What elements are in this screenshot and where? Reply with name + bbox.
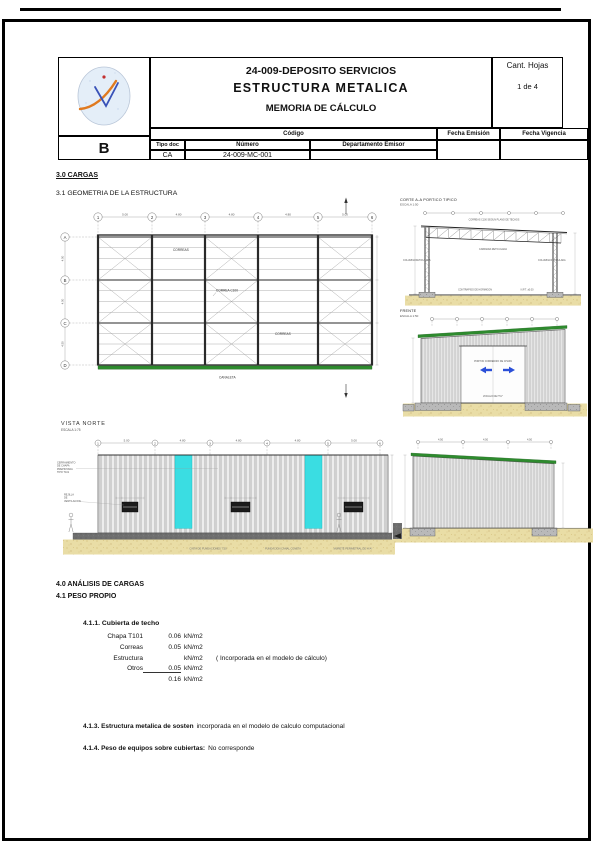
vista-note-rejilla-2: DE bbox=[64, 496, 68, 500]
svg-text:4.80: 4.80 bbox=[285, 212, 291, 217]
load-value: 0.05 bbox=[168, 643, 181, 651]
svg-text:3: 3 bbox=[209, 441, 211, 446]
plan-label-canaleta: CANALETA bbox=[219, 375, 236, 380]
svg-text:4.80: 4.80 bbox=[228, 212, 235, 217]
svg-text:5: 5 bbox=[327, 441, 329, 446]
load-unit: kN/m2 bbox=[184, 633, 203, 640]
svg-text:4.50: 4.50 bbox=[60, 298, 65, 305]
section-4-1-4-text: No corresponde bbox=[208, 745, 255, 752]
svg-text:4.50: 4.50 bbox=[437, 438, 444, 442]
svg-text:5: 5 bbox=[316, 214, 320, 220]
side-elevation-drawing bbox=[393, 428, 598, 560]
load-unit: kN/m2 bbox=[184, 643, 203, 651]
frente-door-label: PORTON CORREDIZO DE CHAPA bbox=[474, 360, 512, 363]
title-cell bbox=[150, 57, 492, 128]
plan-label-correas-2: CORREAS bbox=[275, 332, 291, 336]
fecha-emision-header-cell: Fecha Emisión bbox=[437, 128, 500, 140]
load-row-chapa bbox=[83, 633, 327, 644]
load-row-estructura bbox=[83, 655, 327, 666]
revision-letter: B bbox=[98, 139, 110, 157]
svg-text:4: 4 bbox=[256, 214, 260, 220]
load-row-correas bbox=[83, 644, 327, 655]
section-4-1-4 bbox=[83, 745, 254, 752]
vista-note-cerramiento-2: DE CHAPA bbox=[57, 464, 70, 468]
vista-note-rejilla-3: VENTILACION bbox=[64, 499, 81, 503]
fecha-vigencia-header-cell: Fecha Vigencia bbox=[500, 128, 588, 140]
svg-text:6: 6 bbox=[370, 214, 374, 220]
corte-note-truss: CABRIADA RETICULADA bbox=[479, 248, 507, 251]
plan-label-correas-1: CORREAS bbox=[173, 248, 189, 252]
load-item: Estructura bbox=[113, 654, 143, 662]
section-cut-marker-icon bbox=[344, 393, 347, 398]
vista-geometry bbox=[63, 438, 395, 554]
load-row-total bbox=[83, 676, 327, 687]
tipo-doc-header-cell: Tipo doc bbox=[150, 140, 185, 150]
plan-label-correa-mid: CORREA C100 bbox=[216, 288, 238, 293]
page-top-edge-line bbox=[20, 8, 561, 11]
north-arrow-icon bbox=[344, 198, 347, 204]
frente-zocalo-label: ZOCALO DE H°A° bbox=[483, 395, 503, 398]
section-4-1-3 bbox=[83, 723, 345, 730]
sheet-count-cell bbox=[492, 57, 563, 128]
load-value: 0.05 bbox=[143, 665, 181, 673]
frente-scale: ESCALA 1:50 bbox=[400, 313, 419, 318]
load-value: 0.06 bbox=[168, 633, 181, 640]
corte-title: CORTE A-A PORTICO TIPICO bbox=[400, 198, 457, 202]
corte-scale: ESCALA 1:50 bbox=[400, 202, 419, 207]
numero-value-cell: 24-009-MC-001 bbox=[185, 150, 310, 160]
vista-base-note-2: FUNDACION CANAL CUNETA bbox=[265, 547, 301, 551]
svg-text:6: 6 bbox=[379, 441, 381, 446]
load-note: ( Incorporada en el modelo de cálculo) bbox=[216, 654, 327, 662]
codigo-header-cell: Código bbox=[150, 128, 437, 140]
roof-plan-drawing bbox=[55, 195, 390, 400]
svg-text:5.00: 5.00 bbox=[342, 212, 348, 217]
section-4-1-3-text: incorporada en el modelo de calculo computacional bbox=[196, 723, 345, 730]
section-3-title: 3.0 CARGAS bbox=[56, 172, 99, 179]
svg-text:4.50: 4.50 bbox=[482, 438, 489, 442]
load-total-value: 0.16 bbox=[168, 676, 181, 684]
frente-geometry bbox=[403, 317, 587, 416]
frente-title: FRENTE bbox=[400, 309, 417, 313]
document-subtitle: MEMORIA DE CÁLCULO bbox=[265, 103, 377, 114]
load-unit: kN/m2 bbox=[184, 654, 203, 662]
section-4-1-1-title: 4.1.1. Cubierta de techo bbox=[83, 620, 160, 627]
svg-text:5.00: 5.00 bbox=[122, 212, 128, 217]
svg-text:B: B bbox=[63, 277, 67, 283]
svg-text:4.50: 4.50 bbox=[526, 438, 533, 442]
corte-note-col-left: COLUMNA RETICULADA bbox=[403, 259, 431, 262]
vista-note-rejilla-1: REJILLA bbox=[64, 493, 74, 497]
svg-text:D: D bbox=[63, 362, 67, 368]
svg-text:1: 1 bbox=[97, 441, 99, 446]
svg-text:4: 4 bbox=[266, 441, 268, 446]
load-item: Correas bbox=[119, 643, 143, 651]
departamento-header-cell: Departamento Emisor bbox=[310, 140, 437, 150]
corte-note-level: N.P.T. ±0.00 bbox=[520, 288, 534, 292]
vista-base-note-1: CINTA DE FUNDACIONES 7.50 bbox=[189, 547, 227, 551]
fecha-emision-value-cell bbox=[437, 140, 500, 160]
fecha-vigencia-value-cell bbox=[500, 140, 588, 160]
header-title-block bbox=[58, 57, 588, 160]
svg-text:4.80: 4.80 bbox=[294, 438, 301, 443]
load-item: Otros bbox=[127, 665, 143, 673]
sheet-count-label: Cant. Hojas bbox=[506, 61, 549, 70]
load-row-otros bbox=[83, 665, 327, 676]
svg-text:A: A bbox=[63, 234, 67, 240]
svg-text:5.00: 5.00 bbox=[123, 438, 130, 443]
project-title: 24-009-DEPOSITO SERVICIOS bbox=[245, 65, 397, 77]
company-logo bbox=[60, 59, 148, 134]
lateral-geometry bbox=[393, 437, 593, 542]
svg-text:1: 1 bbox=[96, 214, 100, 220]
vista-note-cerramiento-4: TIPO T101 bbox=[57, 471, 70, 475]
svg-text:4.50: 4.50 bbox=[60, 341, 65, 347]
svg-text:4.80: 4.80 bbox=[179, 438, 186, 443]
section-4-1-3-title: 4.1.3. Estructura metalica de sosten bbox=[83, 723, 194, 730]
section-3-1-title: 3.1 GEOMETRIA DE LA ESTRUCTURA bbox=[56, 190, 178, 197]
front-elevation-drawing bbox=[395, 303, 595, 425]
sheet-count-value: 1 de 4 bbox=[517, 82, 538, 91]
translucent-panel bbox=[175, 456, 192, 529]
corte-note-col-right: COLUMNA RETICULADA bbox=[538, 259, 566, 262]
load-unit: kN/m2 bbox=[184, 665, 203, 673]
section-4-title: 4.0 ANÁLISIS DE CARGAS bbox=[56, 581, 145, 588]
document-type: ESTRUCTURA METALICA bbox=[233, 81, 409, 95]
departamento-value-cell bbox=[310, 150, 437, 160]
section-4-1-4-title: 4.1.4. Peso de equipos sobre cubiertas: bbox=[83, 745, 206, 752]
load-item: Chapa T101 bbox=[107, 633, 143, 640]
vista-scale: ESCALA 1:75 bbox=[61, 428, 81, 433]
svg-text:4.80: 4.80 bbox=[235, 438, 242, 443]
roof-load-table bbox=[83, 633, 327, 687]
revision-cell bbox=[58, 136, 150, 160]
north-elevation-drawing bbox=[55, 413, 400, 563]
svg-text:3: 3 bbox=[203, 214, 207, 220]
svg-text:4.80: 4.80 bbox=[175, 212, 182, 217]
roof-plan-geometry bbox=[60, 198, 378, 399]
svg-text:4.50: 4.50 bbox=[60, 255, 65, 262]
svg-text:2: 2 bbox=[150, 214, 154, 220]
vista-note-cerramiento-1: CERRAMIENTO bbox=[57, 461, 76, 465]
load-total-unit: kN/m2 bbox=[184, 676, 203, 684]
numero-header-cell: Número bbox=[185, 140, 310, 150]
translucent-panel bbox=[305, 456, 322, 529]
vista-base-note-3: MURETE PERIMETRAL DE H°A° bbox=[333, 547, 373, 551]
tipo-doc-value-cell: CA bbox=[150, 150, 185, 160]
logo-cell bbox=[58, 57, 150, 136]
vista-note-cerramiento-3: PREPINTADA bbox=[57, 467, 73, 471]
section-a-a-drawing bbox=[395, 193, 595, 311]
corte-note-floor: CONTRAPISO DE HORMIGON bbox=[458, 288, 492, 292]
corte-note-top: CORREAS C100 SEGUN PLANO DE TECHOS bbox=[468, 218, 520, 222]
section-4-1-title: 4.1 PESO PROPIO bbox=[56, 593, 117, 600]
logo-red-dot bbox=[102, 75, 105, 78]
svg-text:5.00: 5.00 bbox=[351, 438, 357, 443]
vista-title: VISTA NORTE bbox=[61, 421, 106, 427]
svg-text:2: 2 bbox=[154, 441, 156, 446]
svg-text:C: C bbox=[63, 320, 67, 326]
